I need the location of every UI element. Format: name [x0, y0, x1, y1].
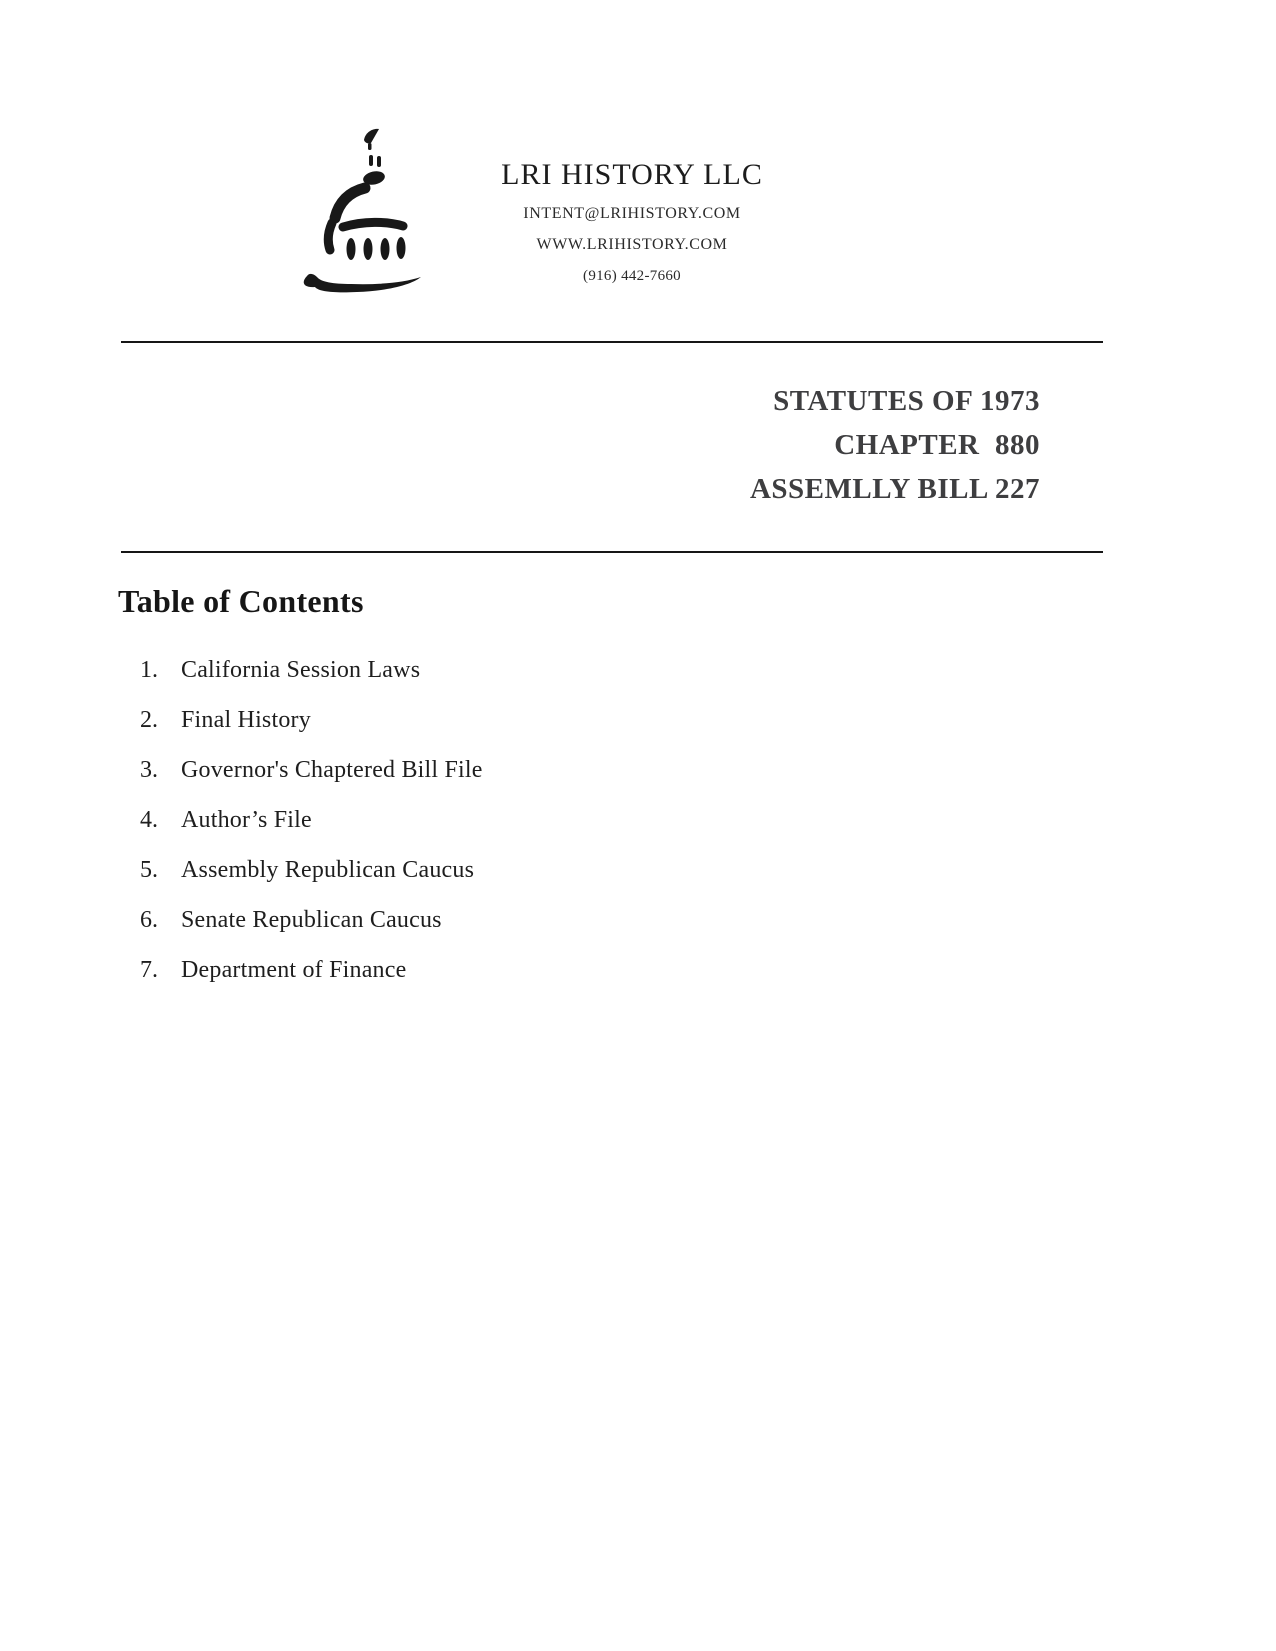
- statutes-year-line: STATUTES OF 1973: [773, 385, 1040, 417]
- toc-item: [140, 795, 840, 845]
- toc-item-number: 3.: [140, 756, 158, 783]
- toc-item-label: California Session Laws: [181, 656, 421, 683]
- horizontal-rule-top: [121, 341, 1103, 343]
- chapter-line: CHAPTER 880: [834, 429, 1040, 461]
- company-website: WWW.LRIHISTORY.COM: [536, 236, 728, 253]
- toc-item-label: Governor's Chaptered Bill File: [181, 756, 483, 783]
- toc-item-label: Final History: [181, 706, 311, 733]
- toc-item: [140, 745, 840, 795]
- toc-item-label: Assembly Republican Caucus: [181, 856, 475, 883]
- toc-item-label: Department of Finance: [181, 956, 407, 983]
- toc-item-number: 1.: [140, 656, 158, 683]
- company-name: LRI HISTORY LLC: [501, 158, 763, 191]
- toc-item-number: 4.: [140, 806, 158, 833]
- company-phone: (916) 442-7660: [583, 268, 681, 284]
- toc-item: [140, 645, 840, 695]
- toc-item-label: Senate Republican Caucus: [181, 906, 442, 933]
- statute-title-block: [750, 379, 1040, 511]
- horizontal-rule-bottom: [121, 551, 1103, 553]
- toc-item: [140, 895, 840, 945]
- toc-item-number: 6.: [140, 906, 158, 933]
- toc-item-number: 2.: [140, 706, 158, 733]
- toc-item-number: 7.: [140, 956, 158, 983]
- toc-list: [140, 645, 840, 995]
- header: [432, 158, 832, 285]
- toc-item: [140, 695, 840, 745]
- company-email: INTENT@LRIHISTORY.COM: [523, 205, 741, 222]
- toc-heading: Table of Contents: [118, 583, 364, 619]
- toc-item-number: 5.: [140, 856, 158, 883]
- bill-line: ASSEMLLY BILL 227: [749, 473, 1040, 505]
- toc-item: [140, 845, 840, 895]
- toc-item: [140, 945, 840, 995]
- capitol-dome-logo-icon: [291, 126, 433, 294]
- toc-item-label: Author’s File: [181, 806, 312, 833]
